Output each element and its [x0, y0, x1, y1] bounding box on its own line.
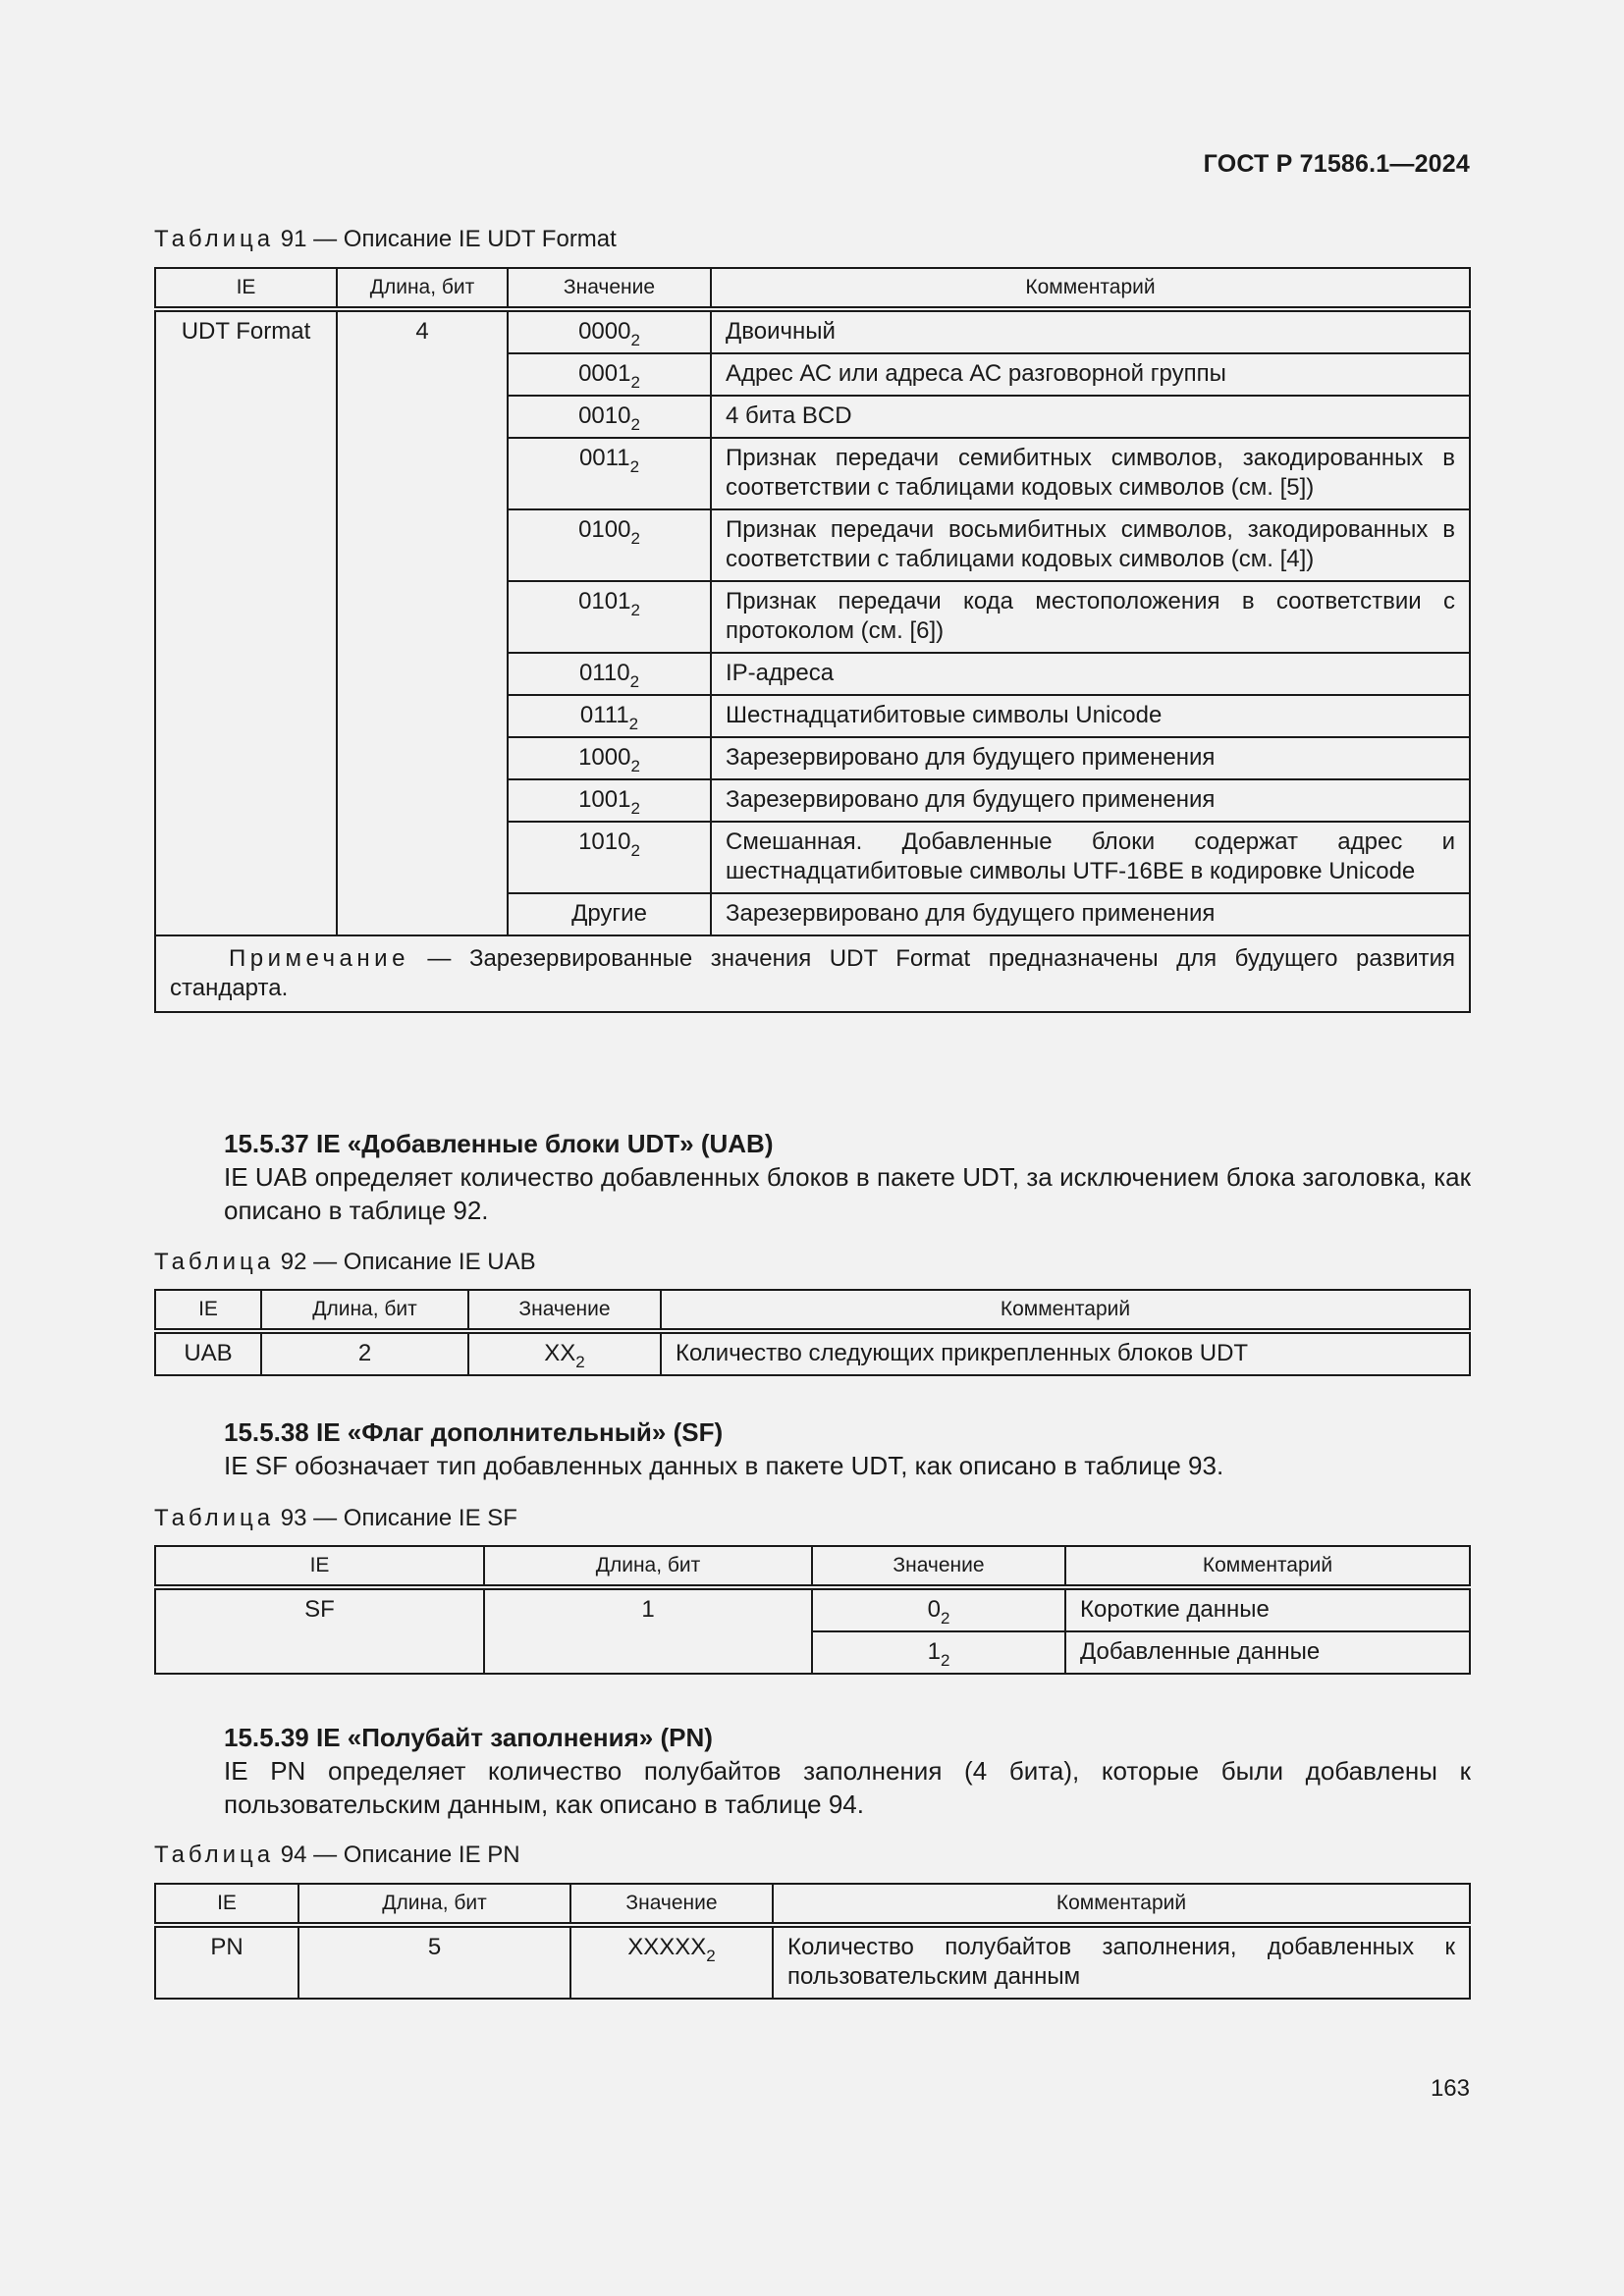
- value-cell: $1_2$: [812, 1631, 1065, 1674]
- column-header: IE: [155, 1546, 484, 1587]
- comment-cell: Двоичный: [711, 309, 1470, 353]
- table-93: [154, 1545, 1471, 1675]
- table-header-row: [155, 268, 1470, 309]
- table-header-row: [155, 1290, 1470, 1331]
- value-cell: $0101_2$: [508, 581, 711, 653]
- column-header: Значение: [812, 1546, 1065, 1587]
- column-header: Значение: [468, 1290, 661, 1331]
- comment-cell: Шестнадцатибитовые символы Unicode: [711, 695, 1470, 737]
- column-header: Длина, бит: [484, 1546, 812, 1587]
- note-text: — Зарезервированные значения UDT Format предназначены для будущего развития стандарта.: [170, 945, 1455, 1001]
- table-94-caption-rest: 94 — Описание IE PN: [274, 1842, 520, 1868]
- comment-cell: Признак передачи кода местоположения в соответствии с протоколом (см. [6]): [711, 581, 1470, 653]
- table-92-caption-rest: 92 — Описание IE UAB: [274, 1249, 536, 1275]
- column-header: Длина, бит: [337, 268, 508, 309]
- comment-cell: Признак передачи восьмибитных символов, закодированных в соответствии с таблицами кодовых символов (см. [4]): [711, 509, 1470, 581]
- value-cell: $XXXXX_2$: [570, 1925, 773, 1999]
- column-header: Значение: [508, 268, 711, 309]
- section-heading: 15.5.39 IE «Полубайт заполнения» (PN): [224, 1723, 713, 1752]
- value-cell: $0110_2$: [508, 653, 711, 695]
- comment-cell: Адрес АС или адреса АС разговорной группы: [711, 353, 1470, 396]
- comment-cell: Количество полубайтов заполнения, добавленных к пользовательским данным: [773, 1925, 1470, 1999]
- ie-cell: UAB: [155, 1331, 261, 1375]
- column-header: IE: [155, 268, 337, 309]
- section-paragraph: IE SF обозначает тип добавленных данных в пакете UDT, как описано в таблице 93.: [224, 1451, 1224, 1480]
- comment-cell: Признак передачи семибитных символов, закодированных в соответствии с таблицами кодовых символов (см. [5]): [711, 438, 1470, 509]
- table-header-row: [155, 1546, 1470, 1587]
- comment-cell: Добавленные данные: [1065, 1631, 1470, 1674]
- table-note: [155, 935, 1470, 1012]
- value-cell: $0111_2$: [508, 695, 711, 737]
- column-header: Комментарий: [711, 268, 1470, 309]
- table-92-caption: [154, 1249, 536, 1276]
- table-row: [155, 1587, 1470, 1631]
- comment-cell: Количество следующих прикрепленных блоков UDT: [661, 1331, 1470, 1375]
- table-row: [155, 1331, 1470, 1375]
- value-cell: $0000_2$: [508, 309, 711, 353]
- column-header: Значение: [570, 1884, 773, 1925]
- section-15-5-39: [154, 1721, 1471, 1821]
- table-92: [154, 1289, 1471, 1376]
- value-cell: $XX_2$: [468, 1331, 661, 1375]
- value-cell: $0001_2$: [508, 353, 711, 396]
- length-cell: 5: [298, 1925, 570, 1999]
- value-cell: $0100_2$: [508, 509, 711, 581]
- table-header-row: [155, 1884, 1470, 1925]
- note-label: Примечание: [229, 945, 409, 972]
- comment-cell: Короткие данные: [1065, 1587, 1470, 1631]
- length-cell: 4: [337, 309, 508, 935]
- length-cell: 2: [261, 1331, 468, 1375]
- table-93-caption: [154, 1505, 517, 1532]
- table-row: [155, 309, 1470, 353]
- comment-cell: Зарезервировано для будущего применения: [711, 893, 1470, 935]
- value-cell: $1000_2$: [508, 737, 711, 779]
- comment-cell: Зарезервировано для будущего применения: [711, 779, 1470, 822]
- table-93-caption-rest: 93 — Описание IE SF: [274, 1505, 517, 1531]
- comment-cell: Зарезервировано для будущего применения: [711, 737, 1470, 779]
- value-cell: $0011_2$: [508, 438, 711, 509]
- table-94-caption-label: Таблица: [154, 1842, 275, 1868]
- comment-cell: 4 бита BCD: [711, 396, 1470, 438]
- table-91-caption: [154, 226, 617, 253]
- table-91: [154, 267, 1471, 1013]
- table-91-caption-rest: 91 — Описание IE UDT Format: [274, 226, 617, 252]
- section-heading: 15.5.38 IE «Флаг дополнительный» (SF): [224, 1417, 724, 1447]
- comment-cell: IP-адреса: [711, 653, 1470, 695]
- value-cell: Другие: [508, 893, 711, 935]
- table-91-caption-label: Таблица: [154, 226, 275, 252]
- section-15-5-37: [154, 1127, 1471, 1227]
- table-92-caption-label: Таблица: [154, 1249, 275, 1275]
- section-15-5-38: [154, 1415, 1471, 1482]
- table-94: [154, 1883, 1471, 2000]
- column-header: IE: [155, 1290, 261, 1331]
- column-header: Длина, бит: [261, 1290, 468, 1331]
- table-row: [155, 1925, 1470, 1999]
- value-cell: $1001_2$: [508, 779, 711, 822]
- page-number: 163: [1430, 2075, 1470, 2102]
- table-93-caption-label: Таблица: [154, 1505, 275, 1531]
- section-paragraph: IE UAB определяет количество добавленных блоков в пакете UDT, за исключением блока заголовка, как описано в таблице 92.: [224, 1162, 1471, 1225]
- column-header: Комментарий: [773, 1884, 1470, 1925]
- comment-cell: Смешанная. Добавленные блоки содержат адрес и шестнадцатибитовые символы UTF-16BE в кодировке Unicode: [711, 822, 1470, 893]
- value-cell: $1010_2$: [508, 822, 711, 893]
- ie-cell: SF: [155, 1587, 484, 1674]
- value-cell: $0010_2$: [508, 396, 711, 438]
- document-code: ГОСТ Р 71586.1—2024: [1203, 150, 1470, 178]
- ie-cell: PN: [155, 1925, 298, 1999]
- column-header: IE: [155, 1884, 298, 1925]
- column-header: Комментарий: [1065, 1546, 1470, 1587]
- column-header: Комментарий: [661, 1290, 1470, 1331]
- table-note-row: [155, 935, 1470, 1012]
- value-cell: $0_2$: [812, 1587, 1065, 1631]
- column-header: Длина, бит: [298, 1884, 570, 1925]
- section-heading: 15.5.37 IE «Добавленные блоки UDT» (UAB): [224, 1129, 774, 1158]
- length-cell: 1: [484, 1587, 812, 1674]
- table-94-caption: [154, 1842, 520, 1869]
- section-paragraph: IE PN определяет количество полубайтов заполнения (4 бита), которые были добавлены к пользовательским данным, как описано в таблице 94.: [224, 1756, 1471, 1819]
- ie-cell: UDT Format: [155, 309, 337, 935]
